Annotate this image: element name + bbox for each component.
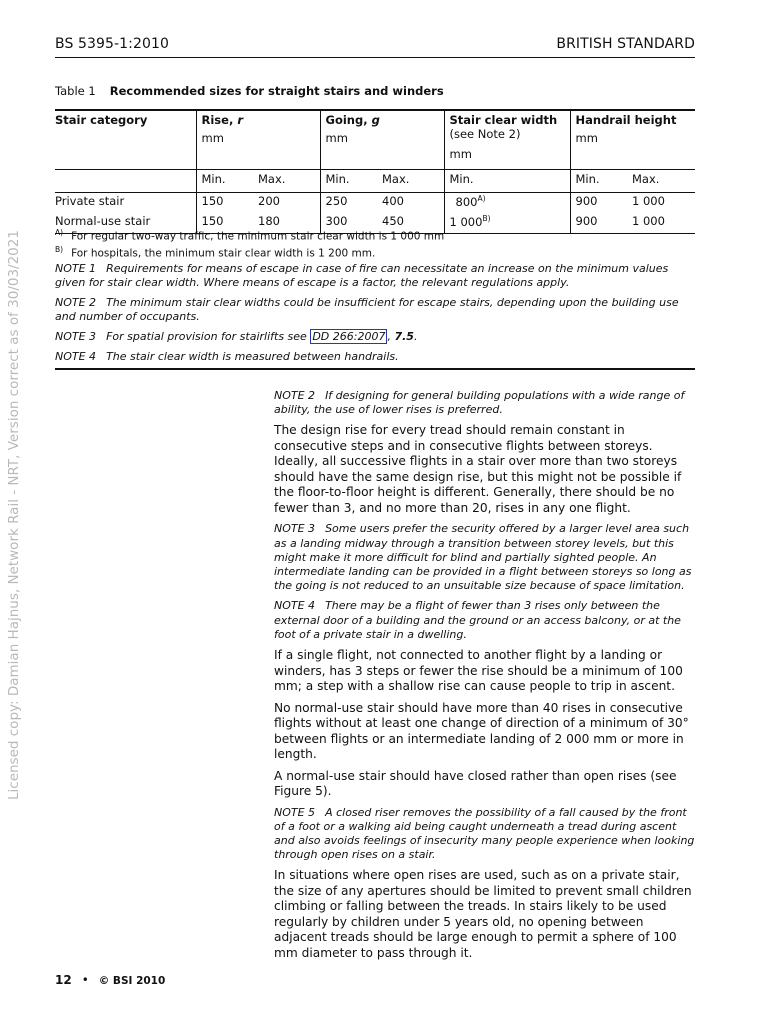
table-row: Private stair 150 200 250 400 $800^{A)}$ 900 1 000 [55,193,695,214]
table-note-4: NOTE 4 The stair clear width is measured between handrails. [55,350,399,363]
dd-266-link[interactable]: DD 266:2007 [312,330,386,343]
document-code: BS 5395-1:2010 [55,36,170,52]
paragraph-open-rises: In situations where open rises are used, such as on a private stair, the size of any apertures should be limited to prevent small children climbing or falling between the treads. In stairs likely to be used regularly by children under 5 years old, no opening between adjacent treads should be large enough to permit a sphere of 100 mm diameter to pass through it. [274,868,692,960]
col-header-clear-width: Stair clear width (see Note 2) mm [444,110,570,170]
stair-sizes-table [55,109,695,234]
paragraph-single-flight: If a single flight, not connected to another flight by a landing or winders, has 3 steps or fewer the rise should be a minimum of 100 mm; a step with a shallow rise can cause people to trip in ascent. [274,648,683,694]
body-column [274,389,698,961]
paragraph-max-rises: No normal-use stair should have more than 40 rises in consecutive flights without at least one change of direction of a minimum of 30° between flights or an intermediate landing of 2 000 mm or more in length. [274,700,689,762]
note-2: NOTE 2 If designing for general building populations with a wide range of ability, the use of lower rises is preferred. [274,389,685,417]
license-watermark: Licensed copy: Damian Hajnus, Network Rail - NRT, Version correct as of 30/03/2021 [6,230,22,800]
note-4: NOTE 4 There may be a flight of fewer than 3 rises only between the external door of a building and the ground or an access balcony, or at the foot of a private stair in a dwelling. [274,599,681,641]
col-header-handrail: Handrail height mm [570,110,695,170]
publisher-label: BRITISH STANDARD [556,36,695,52]
col-header-going: Going, g mm [320,110,444,170]
table-row: Normal-use stair 150 180 300 450 1 $000^{B)}$ 900 1 000 [55,213,695,234]
page-footer [55,973,165,987]
table-bottom-rule [55,368,695,370]
note-5: NOTE 5 A closed riser removes the possibility of a fall caused by the front of a foot or a walking aid being caught underneath a tread during ascent and also avoids feelings of insecurity many people experience when looking through open rises on a stair. [274,805,695,862]
page-number: 12 [55,973,72,987]
table-minmax-row: Min. Max. Min. Max. Min. Min. Max. [55,170,695,193]
table-note-1: NOTE 1 Requirements for means of escape in case of fire can necessitate an increase on the minimum values given for stair clear width. Where means of escape is a factor, the relevant regulations apply. [55,262,669,289]
bullet-separator: • [81,973,89,987]
table-title [55,84,444,98]
copyright-text: © BSI 2010 [98,975,166,987]
col-header-category: Stair category [55,110,196,170]
note-3: NOTE 3 Some users prefer the security offered by a larger level area such as a landing midway through a transition between storey levels, but this might make it more difficult for blind and partially sighted people. An intermediate landing can be provided in a flight between storeys so long as the going is not reduced to an unsuitable size because of space limitation. [274,522,692,593]
table-note-3: NOTE 3 For spatial provision for stairlifts see DD 266:2007 , 7.5. [55,330,418,343]
table-header-row [55,110,695,170]
table-number: Table 1 [55,84,96,98]
table-note-2: NOTE 2 The minimum stair clear widths could be insufficient for escape stairs, depending upon the building use and number of occupants. [55,296,679,323]
paragraph-design-rise: The design rise for every tread should remain constant in consecutive steps and in consecutive flights between storeys. Ideally, all successive flights in a stair over more than two storeys should have the same design rise, but this might not be possible if the floor-to-floor height is different. Generally, there should be no fewer than 3, and no more than 20, rises in any one flight. [274,423,682,515]
header-rule [55,57,695,58]
table-caption: Recommended sizes for straight stairs and winders [109,84,444,98]
table-footnote-b: $^{B)}$ For hospitals, the minimum stair clear width is 1 200 mm. [55,245,376,260]
col-header-rise: Rise, r mm [196,110,320,170]
table-footnote-a: $^{A)}$ For regular two-way traffic, the minimum stair clear width is 1 000 mm [55,228,445,243]
paragraph-closed-rises: A normal-use stair should have closed rather than open rises (see Figure 5). [274,768,677,799]
